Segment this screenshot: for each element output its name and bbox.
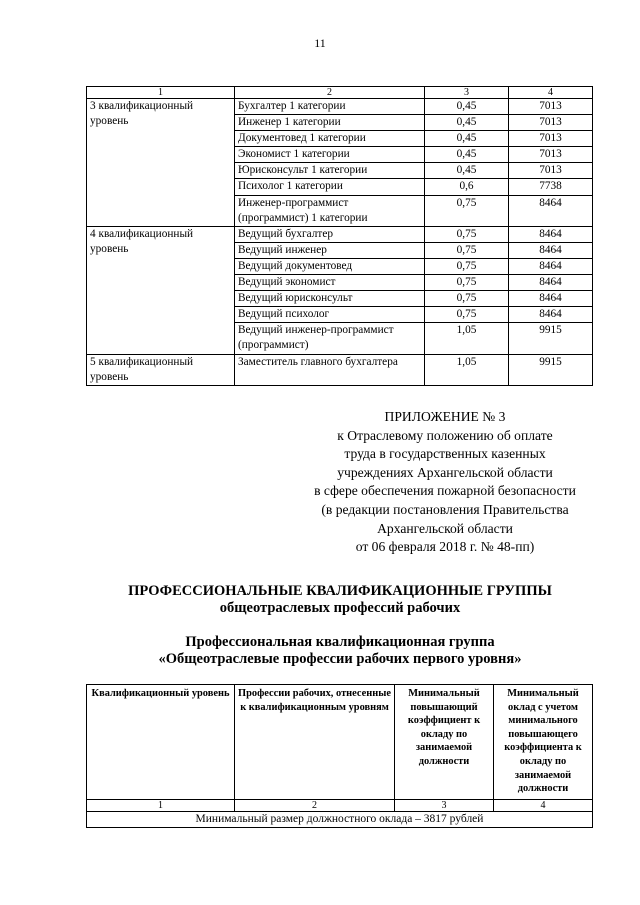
salary-value: 7013	[509, 115, 593, 131]
coefficient-value: 0,75	[425, 195, 509, 226]
position-name: Ведущий документовед	[235, 258, 425, 274]
table-row	[87, 99, 593, 115]
column-number-row	[87, 87, 593, 99]
qualification-level: 5 квалификационный уровень	[87, 354, 235, 385]
appendix-line: от 06 февраля 2018 г. № 48-пп)	[355, 539, 535, 555]
position-name: Ведущий юрисконсульт	[235, 291, 425, 307]
appendix-line: к Отраслевому положению об оплате	[337, 427, 553, 443]
column-header: Профессии рабочих, отнесенные к квалификационным уровням	[235, 685, 395, 800]
column-header: Минимальный повышающий коэффициент к окладу по занимаемой должности	[395, 685, 494, 800]
group-heading	[0, 634, 640, 668]
salary-value: 7013	[509, 131, 593, 147]
appendix-line: в сфере обеспечения пожарной безопасности	[314, 483, 576, 499]
qualification-level: 3 квалификационный уровень	[87, 99, 235, 227]
position-name: Заместитель главного бухгалтера	[235, 354, 425, 385]
salary-value: 8464	[509, 258, 593, 274]
column-number: 2	[235, 87, 425, 99]
column-number: 1	[87, 800, 235, 812]
workers-table	[86, 684, 593, 828]
table-row	[87, 226, 593, 242]
coefficient-value: 0,75	[425, 307, 509, 323]
appendix-block	[285, 408, 605, 557]
salary-value: 8464	[509, 226, 593, 242]
min-salary-note: Минимальный размер должностного оклада – 3817 рублей	[87, 812, 593, 828]
coefficient-value: 0,45	[425, 163, 509, 179]
salary-table	[86, 86, 593, 386]
position-name: Юрисконсульт 1 категории	[235, 163, 425, 179]
coefficient-value: 0,45	[425, 131, 509, 147]
position-name: Ведущий экономист	[235, 275, 425, 291]
position-name: Ведущий психолог	[235, 307, 425, 323]
qualification-level: 4 квалификационный уровень	[87, 226, 235, 354]
coefficient-value: 0,45	[425, 99, 509, 115]
coefficient-value: 0,75	[425, 258, 509, 274]
table-note-row	[87, 812, 593, 828]
coefficient-value: 0,75	[425, 226, 509, 242]
salary-value: 7738	[509, 179, 593, 195]
coefficient-value: 0,45	[425, 115, 509, 131]
coefficient-value: 0,45	[425, 147, 509, 163]
appendix-line: труда в государственных казенных	[344, 446, 546, 462]
column-number: 2	[235, 800, 395, 812]
page-number: 11	[314, 36, 326, 50]
section-heading-line: ПРОФЕССИОНАЛЬНЫЕ КВАЛИФИКАЦИОННЫЕ ГРУППЫ	[128, 583, 552, 599]
position-name: Бухгалтер 1 категории	[235, 99, 425, 115]
column-number: 4	[494, 800, 593, 812]
salary-value: 8464	[509, 242, 593, 258]
section-heading	[0, 583, 640, 617]
column-header: Квалификационный уровень	[87, 685, 235, 800]
coefficient-value: 0,75	[425, 242, 509, 258]
position-name: Экономист 1 категории	[235, 147, 425, 163]
position-name: Инженер 1 категории	[235, 115, 425, 131]
position-name: Ведущий бухгалтер	[235, 226, 425, 242]
salary-value: 7013	[509, 147, 593, 163]
group-heading-line: Профессиональная квалификационная группа	[185, 634, 495, 650]
column-number-row	[87, 800, 593, 812]
column-number: 3	[395, 800, 494, 812]
appendix-line: (в редакции постановления Правительства	[321, 501, 569, 517]
salary-value: 8464	[509, 195, 593, 226]
position-name: Психолог 1 категории	[235, 179, 425, 195]
section-heading-line: общеотраслевых профессий рабочих	[219, 600, 461, 616]
salary-value: 8464	[509, 291, 593, 307]
coefficient-value: 1,05	[425, 323, 509, 354]
salary-value: 9915	[509, 323, 593, 354]
salary-value: 9915	[509, 354, 593, 385]
salary-value: 8464	[509, 307, 593, 323]
salary-value: 8464	[509, 275, 593, 291]
appendix-line: учреждениях Архангельской области	[337, 464, 553, 480]
position-name: Ведущий инженер-программист (программист)	[235, 323, 425, 354]
salary-value: 7013	[509, 99, 593, 115]
coefficient-value: 1,05	[425, 354, 509, 385]
column-number: 1	[87, 87, 235, 99]
coefficient-value: 0,6	[425, 179, 509, 195]
coefficient-value: 0,75	[425, 275, 509, 291]
appendix-line: Архангельской области	[377, 520, 513, 536]
table-header-row	[87, 685, 593, 800]
position-name: Документовед 1 категории	[235, 131, 425, 147]
column-number: 4	[509, 87, 593, 99]
position-name: Ведущий инженер	[235, 242, 425, 258]
group-heading-line: «Общеотраслевые профессии рабочих первого уровня»	[158, 651, 522, 667]
coefficient-value: 0,75	[425, 291, 509, 307]
position-name: Инженер-программист (программист) 1 категории	[235, 195, 425, 226]
column-header: Минимальный оклад с учетом минимального повышающего коэффициента к окладу по занимаемой должности	[494, 685, 593, 800]
appendix-title: ПРИЛОЖЕНИЕ № 3	[384, 409, 506, 424]
table-row	[87, 354, 593, 385]
column-number: 3	[425, 87, 509, 99]
salary-value: 7013	[509, 163, 593, 179]
